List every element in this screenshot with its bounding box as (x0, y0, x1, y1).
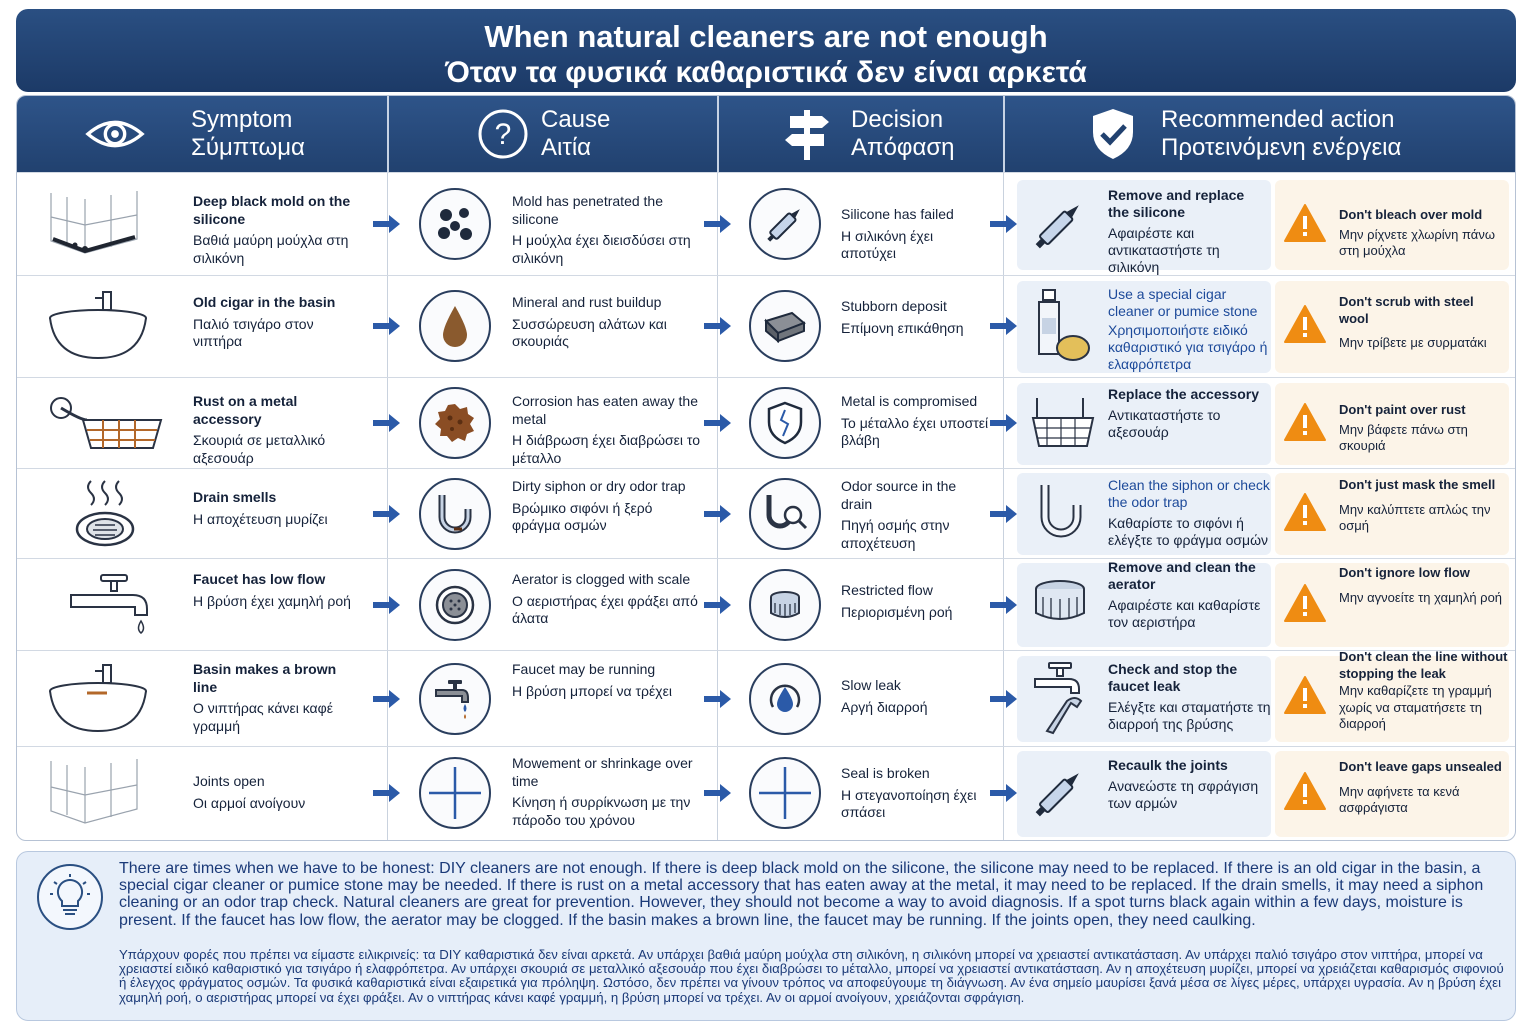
symptom-gr: Παλιό τσιγάρο στον νιπτήρα (193, 315, 314, 349)
leak-drop-icon (749, 663, 821, 735)
table-row (17, 650, 1516, 746)
aerator-cleaning-icon (1029, 573, 1091, 637)
cause-en: Mowement or shrinkage over time (512, 755, 693, 789)
action-en: Remove and replace the silicone (1108, 187, 1245, 220)
action-gr: Χρησιμοποιήστε ειδικό καθαριστικό για τσιγάρο ή ελαφρόπετρα (1108, 322, 1268, 372)
caulk-gun-icon (1027, 763, 1091, 823)
basin-brown-line-icon (47, 663, 149, 735)
decision-en: Seal is broken (841, 765, 930, 781)
warning-gr: Μην ρίχνετε χλωρίνη πάνω στη μούχλα (1339, 226, 1495, 258)
table-row (17, 558, 1516, 650)
arrow-right-icon (373, 413, 401, 433)
symptom-en: Joints open (193, 773, 265, 789)
decision-gr: Η σιλικόνη έχει αποτύχει (841, 227, 934, 261)
decision-gr: Πηγή οσμής στην αποχέτευση (841, 517, 950, 551)
action-gr: Ελέγξτε και σταματήστε τη διαρροή της βρύσης (1108, 699, 1271, 732)
shield-check-icon (1083, 104, 1143, 164)
header-symptom-en: Symptom (191, 106, 293, 133)
question-icon (473, 104, 533, 164)
symptom-gr: Βαθιά μαύρη μούχλα στη σιλικόνη (193, 232, 349, 266)
title-banner (16, 9, 1516, 92)
cause-en: Mineral and rust buildup (512, 294, 662, 310)
arrow-right-icon (990, 504, 1018, 524)
cracked-shield-icon (749, 387, 821, 459)
table-row (17, 377, 1516, 468)
cause-en: Corrosion has eaten away the metal (512, 393, 698, 427)
action-en: Clean the siphon or check the odor trap (1108, 477, 1270, 510)
smelly-drain-icon (73, 477, 137, 553)
warning-gr: Μην βάφετε πάνω στη σκουριά (1339, 421, 1468, 453)
decision-en: Silicone has failed (841, 206, 954, 222)
cause-en: Dirty siphon or dry odor trap (512, 478, 686, 494)
warning-icon (1283, 675, 1327, 715)
aerator-icon (419, 569, 491, 641)
cause-en: Mold has penetrated the silicone (512, 193, 663, 227)
warning-gr: Μην αγνοείτε τη χαμηλή ροή (1339, 589, 1503, 605)
siphon-icon (419, 478, 491, 550)
drop-icon (419, 290, 491, 362)
faucet-wrench-icon (1029, 661, 1095, 737)
arrow-right-icon (373, 316, 401, 336)
header-symptom-gr: Σύμπτωμα (191, 134, 305, 161)
wire-basket-icon (1027, 394, 1097, 454)
symptom-en: Deep black mold on the silicone (193, 193, 351, 227)
warning-en: Don't leave gaps unsealed (1339, 759, 1502, 774)
warning-gr: Μην καθαρίζετε τη γραμμή χωρίς να σταματήσετε τη διαρροή (1339, 683, 1492, 731)
header-cause-en: Cause (541, 106, 611, 133)
eye-icon (85, 104, 145, 164)
table-row (17, 468, 1516, 558)
cause-gr: Ο αεριστήρας έχει φράξει από άλατα (512, 592, 698, 626)
mold-spores-icon (419, 188, 491, 260)
header-action-gr: Προτεινόμενη ενέργεια (1161, 134, 1402, 161)
decision-gr: Το μέταλλο έχει υποστεί βλάβη (841, 414, 989, 448)
action-gr: Αντικαταστήστε το αξεσουάρ (1108, 407, 1221, 440)
table-row (17, 275, 1516, 377)
decision-en: Slow leak (841, 677, 901, 693)
cause-gr: Η βρύση μπορεί να τρέχει (512, 682, 672, 699)
cause-gr: Κίνηση ή συρρίκνωση με την πάροδο του χρόνου (512, 794, 691, 828)
table-row (17, 172, 1516, 275)
header-cause-gr: Αιτία (541, 134, 592, 161)
warning-icon (1283, 402, 1327, 442)
symptom-en: Old cigar in the basin (193, 294, 336, 310)
arrow-right-icon (990, 783, 1018, 803)
rust-blob-icon (419, 387, 491, 459)
warning-en: Don't paint over rust (1339, 402, 1466, 417)
warning-en: Don't ignore low flow (1339, 565, 1470, 580)
action-en: Use a special cigar cleaner or pumice stone (1108, 286, 1258, 319)
arrow-right-icon (373, 504, 401, 524)
action-en: Remove and clean the aerator (1108, 559, 1256, 592)
warning-icon (1283, 203, 1327, 243)
siphon-magnifier-icon (749, 478, 821, 550)
tile-cross-icon (419, 757, 491, 829)
summary-note (16, 851, 1516, 1021)
cause-en: Faucet may be running (512, 661, 656, 677)
decision-en: Metal is compromised (841, 393, 978, 409)
signpost-icon (777, 104, 837, 164)
arrow-right-icon (704, 316, 732, 336)
action-en: Replace the accessory (1108, 386, 1259, 402)
action-gr: Αφαιρέστε και καθαρίστε τον αεριστήρα (1108, 597, 1261, 630)
symptom-gr: Η αποχέτευση μυρίζει (193, 510, 328, 527)
header-decision (719, 96, 1003, 172)
arrow-right-icon (704, 504, 732, 524)
arrow-right-icon (990, 413, 1018, 433)
action-en: Recaulk the joints (1108, 757, 1228, 773)
title-english: When natural cleaners are not enough (484, 19, 1048, 54)
arrow-right-icon (704, 413, 732, 433)
diagnosis-table (16, 95, 1516, 841)
warning-icon (1283, 492, 1327, 532)
arrow-right-icon (373, 595, 401, 615)
action-gr: Ανανεώστε τη σφράγιση των αρμών (1108, 778, 1259, 811)
warning-gr: Μην αφήνετε τα κενά ασφράγιστα (1339, 783, 1460, 815)
cause-gr: Βρώμικο σιφόνι ή ξερό φράγμα οσμών (512, 499, 653, 533)
decision-en: Stubborn deposit (841, 298, 947, 314)
symptom-en: Rust on a metal accessory (193, 393, 298, 427)
warning-gr: Μην καλύπτετε απλώς την οσμή (1339, 501, 1491, 533)
cause-gr: Συσσώρευση αλάτων και σκουριάς (512, 315, 667, 349)
siphon-icon (1031, 483, 1091, 549)
action-en: Check and stop the faucet leak (1108, 661, 1238, 694)
arrow-right-icon (990, 595, 1018, 615)
decision-gr: Επίμονη επικάθηση (841, 319, 964, 336)
cleaner-bottle-icon (1029, 288, 1091, 364)
header-action-en: Recommended action (1161, 106, 1395, 133)
symptom-gr: Σκουριά σε μεταλλικό αξεσουάρ (193, 432, 326, 466)
warning-en: Don't bleach over mold (1339, 207, 1483, 222)
warning-en: Don't scrub with steel wool (1339, 294, 1474, 326)
cause-gr: Η μούχλα έχει διεισδύσει στη σιλικόνη (512, 232, 691, 266)
symptom-gr: Η βρύση έχει χαμηλή ροή (193, 592, 351, 609)
arrow-right-icon (704, 783, 732, 803)
arrow-right-icon (704, 214, 732, 234)
tile-cross-icon (749, 757, 821, 829)
cause-en: Aerator is clogged with scale (512, 571, 691, 587)
symptom-en: Drain smells (193, 489, 277, 505)
decision-en: Odor source in the drain (841, 478, 957, 512)
wire-basket-icon (47, 390, 167, 456)
warning-icon (1283, 771, 1327, 811)
lightbulb-icon (37, 864, 103, 930)
caulk-gun-icon (749, 188, 821, 260)
basin-icon (47, 290, 149, 362)
arrow-right-icon (373, 689, 401, 709)
arrow-right-icon (990, 689, 1018, 709)
tile-corner-icon (45, 757, 141, 829)
arrow-right-icon (704, 595, 732, 615)
running-faucet-icon (419, 663, 491, 735)
arrow-right-icon (990, 214, 1018, 234)
decision-gr: Αργή διαρροή (841, 698, 928, 715)
note-english: There are times when we have to be honest: DIY cleaners are not enough. If there is deep black mold on the silicone, the silicone may need to be replaced. If there is an old cigar in the basin, a special cigar cleaner or pumice stone may be needed. If there is rust on a metal accessory that has eaten away at the metal, it may need to be replaced. If the drain smells, it may need a siphon cleaning or an odor trap check. Natural cleaners are great for prevention. However, they should not become a way to avoid diagnosis. If a spot turns black again within a few days, moisture is present. If the faucet has low flow, the aerator may be clogged. If the basin makes a brown line, the faucet may be running. If the joints open, they need caulking. (119, 860, 1484, 929)
header-symptom (17, 96, 387, 172)
warning-icon (1283, 304, 1327, 344)
symptom-gr: Οι αρμοί ανοίγουν (193, 794, 306, 811)
warning-gr: Μην τρίβετε με συρματάκι (1339, 335, 1487, 350)
arrow-right-icon (704, 689, 732, 709)
pumice-icon (749, 290, 821, 362)
arrow-right-icon (373, 214, 401, 234)
table-row (17, 746, 1516, 841)
tile-corner-mold-icon (45, 189, 141, 257)
decision-gr: Περιορισμένη ροή (841, 603, 953, 620)
dripping-faucet-icon (67, 571, 163, 643)
svg-text:?: ? (494, 118, 512, 151)
symptom-gr: Ο νιπτήρας κάνει καφέ γραμμή (193, 700, 333, 734)
header-decision-gr: Απόφαση (851, 134, 955, 161)
arrow-right-icon (990, 316, 1018, 336)
action-gr: Αφαιρέστε και αντικαταστήστε τη σιλικόνη (1108, 225, 1220, 275)
warning-en: Don't clean the line without stopping the leak (1339, 649, 1508, 681)
note-greek: Υπάρχουν φορές που πρέπει να είμαστε ειλικρινείς: τα DIY καθαριστικά δεν είναι αρκετά. Αν υπάρχει βαθιά μαύρη μούχλα στη σιλικόνη, η σιλικόνη μπορεί να χρειαστεί αντικατάσταση. Αν υπάρχει παλιό τσιγάρο στον νιπτήρα, μπορεί να χρειαστεί ειδικό καθαριστικό για τσιγάρο ή ελαφρόπετρα. Αν υπάρχει σκουριά σε μεταλλικό αξεσουάρ που έχει διαβρώσει το μέταλλο, μπορεί να χρειαστεί αντικατάσταση. Αν η αποχέτευση μυρίζει, μπορεί να χρειάζεται καθαρισμός σιφονιού ή έλεγχος φράγματος οσμών. Τα φυσικά καθαριστικά είναι εξαιρετικά για πρόληψη. Ωστόσο, δεν πρέπει να γίνουν τρόπος να αποφεύγουμε τη διάγνωση. Αν ένα σημείο μαυρίσει ξανά μέσα σε λίγες μέρες, υπάρχει υγρασία. Αν η βρύση έχει χαμηλή ροή, ο αεριστήρας μπορεί να έχει φράξει. Αν ο νιπτήρας κάνει καφέ γραμμή, η βρύση μπορεί να τρέχει. Αν οι αρμοί ανοίγουν, χρειάζονται σφράγιση. (119, 947, 1504, 1005)
header-decision-en: Decision (851, 106, 944, 133)
cause-gr: Η διάβρωση έχει διαβρώσει το μέταλλο (512, 432, 701, 466)
caulk-gun-icon (1027, 195, 1091, 255)
arrow-right-icon (373, 783, 401, 803)
header-cause (389, 96, 717, 172)
warning-en: Don't just mask the smell (1339, 477, 1496, 492)
header-action (1005, 96, 1516, 172)
clogged-aerator-icon (749, 569, 821, 641)
symptom-en: Basin makes a brown line (193, 661, 337, 695)
decision-gr: Η στεγανοποίηση έχει σπάσει (841, 786, 977, 820)
title-greek: Όταν τα φυσικά καθαριστικά δεν είναι αρκετά (445, 56, 1087, 89)
decision-en: Restricted flow (841, 582, 933, 598)
action-gr: Καθαρίστε το σιφόνι ή ελέγξτε το φράγμα οσμών (1108, 515, 1269, 548)
symptom-en: Faucet has low flow (193, 571, 326, 587)
warning-icon (1283, 583, 1327, 623)
